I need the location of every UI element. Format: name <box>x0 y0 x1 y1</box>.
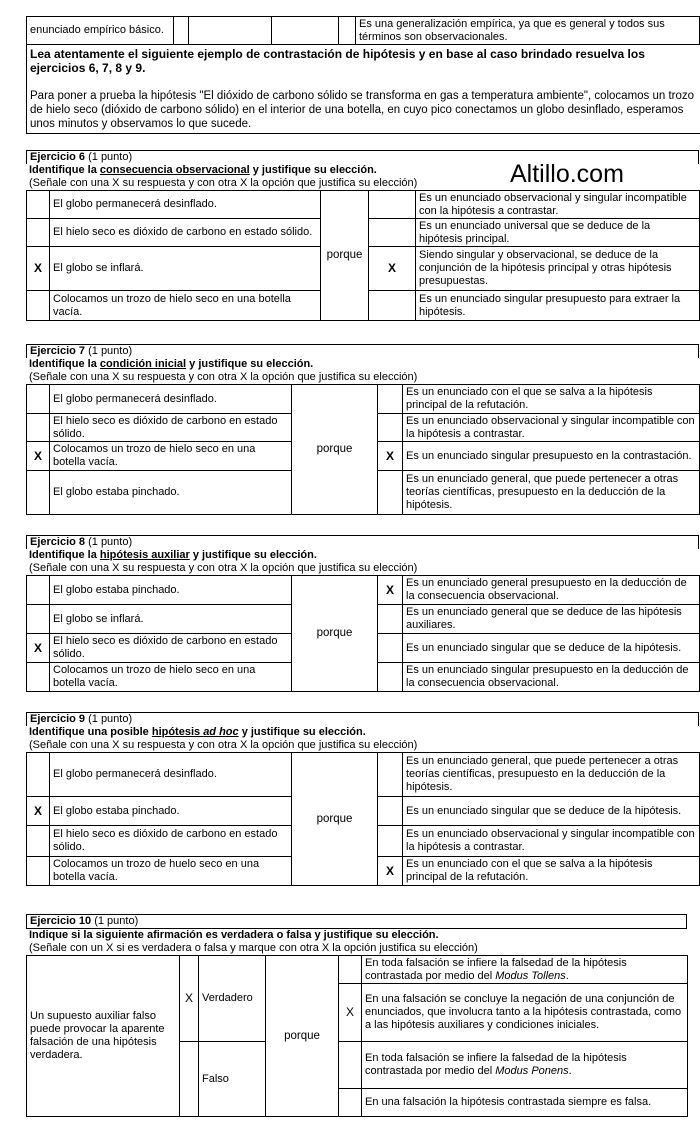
option-text: El hielo seco es dióxido de carbono en estado sólido. <box>50 219 321 247</box>
reason-text: Es un enunciado singular que se deduce de la hipótesis. <box>403 634 700 663</box>
exercise-7 <box>26 344 700 515</box>
option-text: Colocamos un trozo de hielo seco en una botella vacía. <box>50 291 321 321</box>
option-text: El hielo seco es dióxido de carbono en estado sólido. <box>50 634 292 663</box>
q-post: y justifique su elección. <box>189 549 317 561</box>
reason-text: Es un enunciado general presupuesto en la deducción de la consecuencia observacional. <box>403 576 700 605</box>
exercise-10-header <box>26 914 687 929</box>
reason-text: Es un enunciado observacional y singular incompatible con la hipótesis a contrastar. <box>416 191 700 219</box>
reason-mark-selected[interactable]: X <box>369 247 416 291</box>
reason-text: Es un enunciado general, que puede pertenecer a otras teorías científicas, presupuesto en la deducción de la hipótesis. <box>403 471 700 515</box>
option-mark[interactable] <box>27 826 50 857</box>
option-text: El globo estaba pinchado. <box>50 471 292 515</box>
previous-left-cell: enunciado empírico básico. <box>27 17 174 45</box>
term-italic: ad hoc <box>203 726 239 738</box>
reason-period: . <box>568 1065 572 1077</box>
reason-text-italic: Modus Ponens <box>495 1065 569 1077</box>
exercise-9-label: Ejercicio 9 <box>30 713 86 725</box>
reason-text: Es un enunciado singular que se deduce de la hipótesis. <box>403 797 700 826</box>
porque-cell: porque <box>321 191 369 321</box>
reason-text: Es un enunciado observacional y singular incompatible con la hipótesis a contrastar. <box>403 826 700 857</box>
exercise-8-instruction: (Señale con una X su respuesta y con otra X la opción que justifica su elección) <box>29 562 418 574</box>
exercise-6-header <box>26 150 699 164</box>
q-pre: Identifique la <box>29 549 100 561</box>
option-mark[interactable] <box>27 605 50 634</box>
reason-mark[interactable] <box>378 414 403 442</box>
exercise-6-term: consecuencia observacional <box>99 164 250 176</box>
reason-text <box>362 1042 688 1089</box>
reason-mark[interactable] <box>378 634 403 663</box>
previous-porque-cell <box>272 17 339 45</box>
reason-text: En una falsación la hipótesis contrastada siempre es falsa. <box>362 1089 688 1117</box>
reason-mark-selected[interactable]: X <box>378 576 403 605</box>
exercise-6 <box>26 150 700 321</box>
q-pre: Identifique la <box>29 164 100 176</box>
reason-mark[interactable] <box>339 956 362 984</box>
exercise-6-label: Ejercicio 6 <box>30 151 86 163</box>
true-mark-selected[interactable]: X <box>180 956 199 1042</box>
term-part: hipótesis <box>151 726 204 738</box>
exercise-6-instruction: (Señale con una X su respuesta y con otra X la opción que justifica su elección) <box>29 177 418 189</box>
reason-text: Es un enunciado singular presupuesto en la deducción de la consecuencia observacional. <box>403 663 700 692</box>
reason-text: Es un enunciado observacional y singular incompatible con la hipótesis a contrastar. <box>403 414 700 442</box>
reason-text: En una falsación se concluye la negación de una conjunción de enunciados, que involucra tanto a la hipótesis contrastada, como a las hipótesis auxiliares y condiciones iniciales. <box>362 984 688 1042</box>
q-pre: Identifique una posible <box>29 726 152 738</box>
option-text: El globo estaba pinchado. <box>50 576 292 605</box>
reason-mark[interactable] <box>378 663 403 692</box>
option-text: El globo se inflará. <box>50 247 321 291</box>
exercise-7-table <box>26 384 700 515</box>
false-label[interactable]: Falso <box>199 1042 266 1117</box>
option-mark[interactable] <box>27 576 50 605</box>
q-post: y justifique su elección. <box>238 726 366 738</box>
option-mark[interactable] <box>27 753 50 797</box>
reason-mark[interactable] <box>378 605 403 634</box>
reason-mark[interactable] <box>378 471 403 515</box>
reason-text: Siendo singular y observacional, se deduce de la conjunción de la hipótesis principal y otras hipótesis presupuestas. <box>416 247 700 291</box>
reason-text <box>362 956 688 984</box>
reason-text: Es un enunciado singular presupuesto para extraer la hipótesis. <box>416 291 700 321</box>
true-label[interactable]: Verdadero <box>199 956 266 1042</box>
exercise-7-label: Ejercicio 7 <box>30 345 86 357</box>
exercise-8-table <box>26 575 700 692</box>
reason-mark-selected[interactable]: X <box>339 984 362 1042</box>
exercise-10-points: (1 punto) <box>91 915 139 927</box>
exercise-7-instruction: (Señale con una X su respuesta y con otra X la opción que justifica su elección) <box>29 371 418 383</box>
exercise-10-table <box>26 955 688 1117</box>
exercise-9 <box>26 712 700 886</box>
exercise-10-label: Ejercicio 10 <box>30 915 92 927</box>
option-mark-selected[interactable]: X <box>27 797 50 826</box>
reason-text: Es un enunciado general que se deduce de las hipótesis auxiliares. <box>403 605 700 634</box>
reason-text: Es un enunciado con el que se salva a la hipótesis principal de la refutación. <box>403 385 700 414</box>
porque-cell: porque <box>292 753 378 886</box>
reason-mark-selected[interactable]: X <box>378 857 403 886</box>
reason-mark[interactable] <box>339 1089 362 1117</box>
q-post: y justifique su elección. <box>249 164 377 176</box>
option-mark[interactable] <box>27 857 50 886</box>
reason-text-part: En toda falsación se infiere la falsedad de la hipótesis contrastada por medio del <box>365 956 627 982</box>
q-pre: Identifique la <box>29 358 100 370</box>
exercise-8 <box>26 535 700 692</box>
previous-exercise-row <box>26 16 700 45</box>
reason-mark[interactable] <box>369 219 416 247</box>
option-text: Colocamos un trozo de huelo seco en una botella vacía. <box>50 857 292 886</box>
previous-blank-cell <box>189 17 272 45</box>
option-mark[interactable] <box>27 385 50 414</box>
option-text: El hielo seco es dióxido de carbono en estado sólido. <box>50 414 292 442</box>
option-text: El hielo seco es dióxido de carbono en estado sólido. <box>50 826 292 857</box>
statement-cell: Un supuesto auxiliar falso puede provocar la aparente falsación de una hipótesis verdadera. <box>27 956 180 1117</box>
reason-text: Es un enunciado con el que se salva a la hipótesis principal de la refutación. <box>403 857 700 886</box>
previous-mark-cell <box>174 17 189 45</box>
option-mark-selected[interactable]: X <box>27 634 50 663</box>
exercise-9-question <box>26 726 700 739</box>
exercise-10-question: Indique si la siguiente afirmación es verdadera o falsa y justifique su elección. <box>29 929 439 941</box>
exercise-8-label: Ejercicio 8 <box>30 536 86 548</box>
option-text: Colocamos un trozo de hielo seco en una botella vacía. <box>50 442 292 471</box>
exercise-8-term: hipótesis auxiliar <box>99 549 190 561</box>
exercise-9-points: (1 punto) <box>85 713 133 725</box>
exercise-10-instruction: (Señale con un X si es verdadera o falsa y marque con otra X la opción justifica su elección) <box>29 942 478 954</box>
exercise-6-question <box>26 164 700 177</box>
reason-text: Es un enunciado universal que se deduce de la hipótesis principal. <box>416 219 700 247</box>
option-text: El globo permanecerá desinflado. <box>50 753 292 797</box>
option-text: El globo estaba pinchado. <box>50 797 292 826</box>
exercise-9-table <box>26 752 700 886</box>
exercise-9-term <box>152 726 239 738</box>
exercise-9-header <box>26 712 699 726</box>
previous-mark-cell-right <box>339 17 356 45</box>
option-text: Colocamos un trozo de hielo seco en una botella vacía. <box>50 663 292 692</box>
false-mark[interactable] <box>180 1042 199 1117</box>
reason-mark[interactable] <box>369 291 416 321</box>
reason-mark[interactable] <box>378 385 403 414</box>
reason-text-part: En toda falsación se infiere la falsedad de la hipótesis contrastada por medio del <box>365 1052 627 1077</box>
previous-right-cell: Es una generalización empírica, ya que es general y todos sus términos son observacionales. <box>356 17 700 45</box>
exercise-9-instruction: (Señale con una X su respuesta y con otra X la opción que justifica su elección) <box>29 739 418 751</box>
option-mark[interactable] <box>27 471 50 515</box>
option-text: El globo permanecerá desinflado. <box>50 191 321 219</box>
intro-paragraph: Para poner a prueba la hipótesis "El dióxido de carbono sólido se transforma en gas a temperatura ambiente", colocamos un trozo de hielo seco (dióxido de carbono sólido) en el interior de una botella, en cuyo pico conectamos un globo desinflado, esperamos unos minutos y observamos lo que sucede. <box>30 90 695 130</box>
exercise-7-points: (1 punto) <box>85 345 133 357</box>
q-post: y justifique su elección. <box>186 358 314 370</box>
reason-mark[interactable] <box>378 753 403 797</box>
intro-box <box>26 45 700 134</box>
exercise-10 <box>26 914 700 1117</box>
intro-heading: Lea atentamente el siguiente ejemplo de contrastación de hipótesis y en base al caso brindado resuelva los ejercicios 6, 7, 8 y 9. <box>30 47 645 75</box>
reason-mark-selected[interactable]: X <box>378 442 403 471</box>
watermark: Altillo.com <box>510 160 624 188</box>
option-text: El globo se inflará. <box>50 605 292 634</box>
option-mark[interactable] <box>27 291 50 321</box>
option-text: El globo permanecerá desinflado. <box>50 385 292 414</box>
option-mark[interactable] <box>27 414 50 442</box>
exercise-8-points: (1 punto) <box>85 536 133 548</box>
option-mark-selected[interactable]: X <box>27 247 50 291</box>
option-mark[interactable] <box>27 219 50 247</box>
reason-text: Es un enunciado singular presupuesto en la contrastación. <box>403 442 700 471</box>
reason-mark[interactable] <box>339 1042 362 1089</box>
exercise-8-question <box>26 549 700 562</box>
exercise-6-table <box>26 190 700 321</box>
exercise-6-points: (1 punto) <box>85 151 133 163</box>
porque-cell: porque <box>266 956 339 1117</box>
exercise-7-question <box>26 358 700 371</box>
reason-mark[interactable] <box>378 826 403 857</box>
exercise-7-term: condición inicial <box>99 358 187 370</box>
reason-mark[interactable] <box>378 797 403 826</box>
reason-mark[interactable] <box>369 191 416 219</box>
exercise-7-header <box>26 344 699 358</box>
reason-period: . <box>565 969 569 982</box>
porque-cell: porque <box>292 576 378 692</box>
option-mark[interactable] <box>27 663 50 692</box>
reason-text-italic: Modus Tollens <box>495 969 566 982</box>
option-mark-selected[interactable]: X <box>27 442 50 471</box>
reason-text: Es un enunciado general, que puede pertenecer a otras teorías científicas, presupuesto en la deducción de la hipótesis. <box>403 753 700 797</box>
option-mark[interactable] <box>27 191 50 219</box>
exercise-8-header <box>26 535 699 549</box>
porque-cell: porque <box>292 385 378 515</box>
